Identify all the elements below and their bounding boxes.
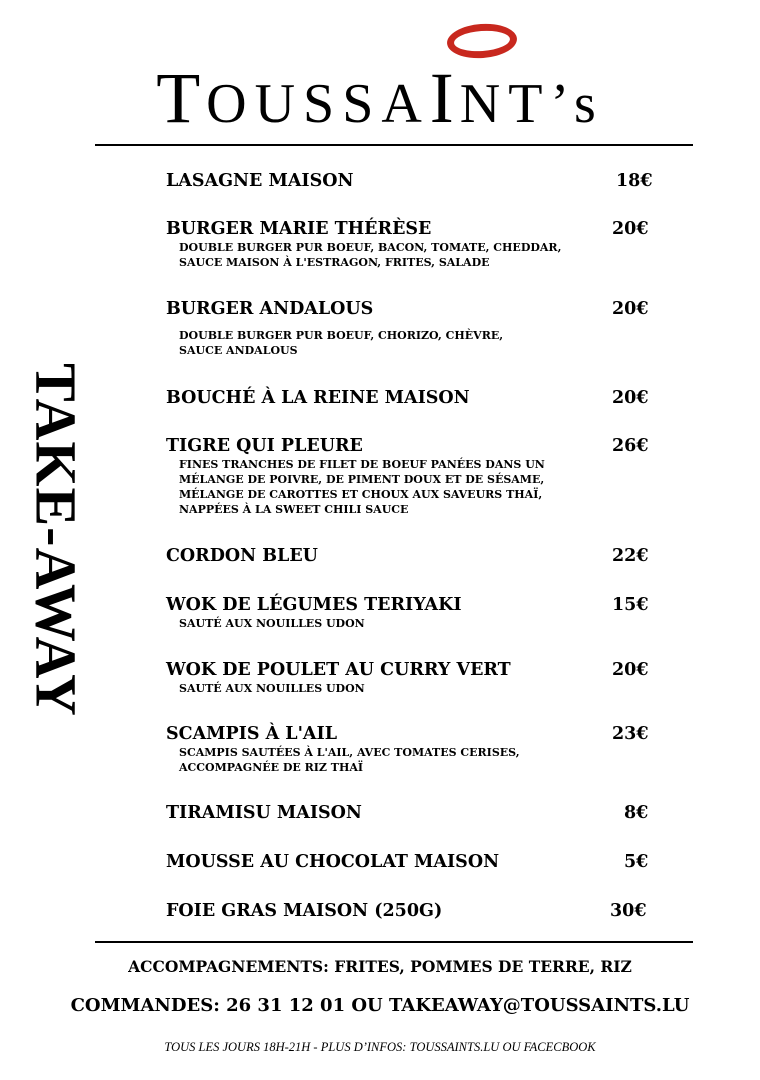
top-divider xyxy=(95,144,693,146)
menu-item-name: BURGER ANDALOUS xyxy=(166,299,374,319)
bottom-divider xyxy=(95,941,693,943)
hours-text: TOUS LES JOURS 18H-21H - PLUS D’INFOS: TOUSSAINTS.LU OU FACECBOOK xyxy=(164,1040,596,1054)
menu-item-description: SAUTÉ AUX NOUILLES UDON xyxy=(179,617,365,630)
menu-item-price: 20€ xyxy=(612,219,649,239)
menu-item-name: BOUCHÉ À LA REINE MAISON xyxy=(166,388,470,408)
menu-item-name: CORDON BLEU xyxy=(166,546,318,566)
logo-part: I xyxy=(429,58,460,138)
menu-item xyxy=(166,659,656,696)
menu-item-description: FINES TRANCHES DE FILET DE BOEUF PANÉES DANS UN xyxy=(179,458,545,471)
menu-item-price: 20€ xyxy=(612,299,649,319)
menu-item-name: TIGRE QUI PLEURE xyxy=(166,436,363,456)
menu-item-description: SAUTÉ AUX NOUILLES UDON xyxy=(179,682,365,695)
menu-item-description: SAUCE ANDALOUS xyxy=(179,344,298,357)
menu-item-name: LASAGNE MAISON xyxy=(166,171,354,191)
menu-item-name: WOK DE POULET AU CURRY VERT xyxy=(166,660,511,680)
orders-text: COMMANDES: 26 31 12 01 OU TAKEAWAY@TOUSSAINTS.LU xyxy=(70,995,690,1016)
menu-item-price: 20€ xyxy=(612,660,649,680)
menu-item-name: WOK DE LÉGUMES TERIYAKI xyxy=(166,595,462,615)
menu-item xyxy=(166,900,656,922)
menu-item-price: 23€ xyxy=(612,724,649,744)
menu-item-price: 5€ xyxy=(624,852,649,872)
menu-item-price: 30€ xyxy=(610,901,647,921)
logo-part: NT xyxy=(459,73,551,135)
menu-item-name: TIRAMISU MAISON xyxy=(166,803,362,823)
menu-item xyxy=(166,851,656,873)
logo-part: T xyxy=(156,58,207,138)
menu-item-price: 22€ xyxy=(612,546,649,566)
menu-item xyxy=(166,435,656,517)
take-away-label: TAKE-AWAY xyxy=(23,363,89,717)
menu-item-price: 15€ xyxy=(612,595,649,615)
menu-item xyxy=(166,170,656,192)
accompaniments-text: ACCOMPAGNEMENTS: FRITES, POMMES DE TERRE, RIZ xyxy=(128,957,632,976)
menu-item-description: ACCOMPAGNÉE DE RIZ THAÏ xyxy=(179,761,364,774)
menu-item xyxy=(166,594,656,631)
menu-item-name: SCAMPIS À L'AIL xyxy=(166,724,337,744)
menu-item-price: 26€ xyxy=(612,436,649,456)
menu-item xyxy=(166,298,656,358)
menu-item-name: BURGER MARIE THÉRÈSE xyxy=(166,219,432,239)
restaurant-logo xyxy=(0,58,760,140)
menu-item xyxy=(166,723,656,775)
menu-item-description: SAUCE MAISON À L'ESTRAGON, FRITES, SALADE xyxy=(179,256,490,269)
menu-item xyxy=(166,387,656,409)
menu-item-description: DOUBLE BURGER PUR BOEUF, CHORIZO, CHÈVRE, xyxy=(179,329,504,342)
menu-item-price: 20€ xyxy=(612,388,649,408)
menu-item-description: DOUBLE BURGER PUR BOEUF, BACON, TOMATE, CHEDDAR, xyxy=(179,241,562,254)
menu-item xyxy=(166,218,656,270)
menu-item-price: 18€ xyxy=(616,171,653,191)
menu-item xyxy=(166,802,656,824)
menu-item xyxy=(166,545,656,567)
logo-ring-icon xyxy=(446,22,518,61)
menu-item-description: SCAMPIS SAUTÉES À L'AIL, AVEC TOMATES CERISES, xyxy=(179,746,520,759)
logo-part: ’s xyxy=(550,73,604,135)
menu-item-description: MÉLANGE DE CAROTTES ET CHOUX AUX SAVEURS THAÏ, xyxy=(179,488,543,501)
menu-item-name: MOUSSE AU CHOCOLAT MAISON xyxy=(166,852,500,872)
menu-item-price: 8€ xyxy=(624,803,649,823)
menu-item-description: NAPPÉES À LA SWEET CHILI SAUCE xyxy=(179,503,409,516)
menu-item-name: FOIE GRAS MAISON (250G) xyxy=(166,901,443,921)
logo-part: OUSSA xyxy=(206,73,430,135)
menu-item-description: MÉLANGE DE POIVRE, DE PIMENT DOUX ET DE SÉSAME, xyxy=(179,473,545,486)
